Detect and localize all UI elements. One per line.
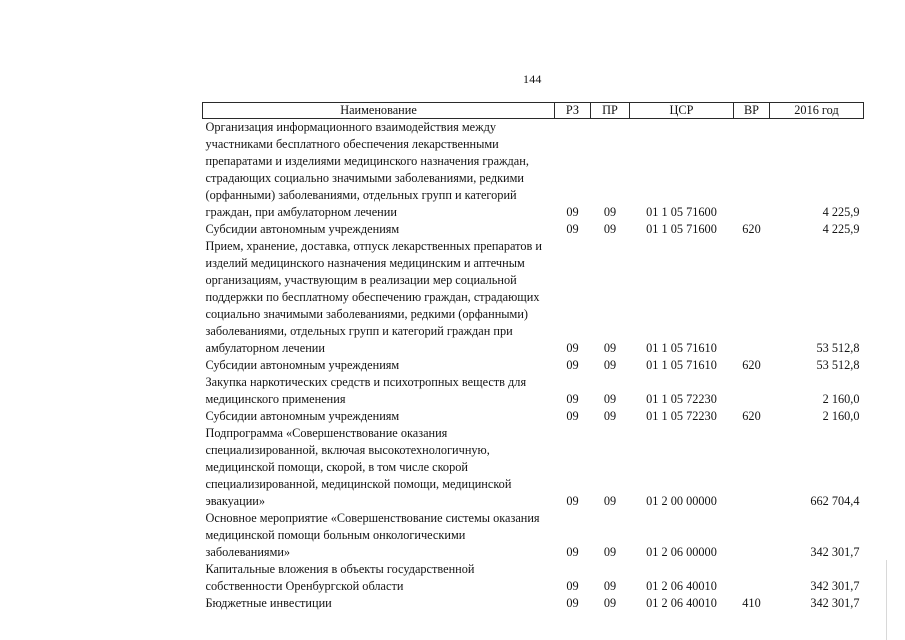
table-row bbox=[203, 561, 864, 595]
row-amount: 53 512,8 bbox=[816, 341, 860, 355]
row-rz: 09 bbox=[566, 358, 579, 372]
row-csr: 01 1 05 71610 bbox=[646, 358, 717, 372]
row-rz: 09 bbox=[566, 409, 579, 423]
table-row bbox=[203, 595, 864, 612]
row-rz: 09 bbox=[566, 545, 579, 559]
row-vr bbox=[734, 374, 770, 408]
row-vr: 620 bbox=[742, 409, 761, 423]
row-pr: 09 bbox=[603, 222, 617, 236]
row-csr: 01 2 00 00000 bbox=[646, 494, 717, 508]
row-rz: 09 bbox=[566, 579, 579, 593]
row-rz: 09 bbox=[566, 494, 579, 508]
row-pr: 09 bbox=[603, 392, 617, 406]
table-row bbox=[203, 374, 864, 408]
row-pr: 09 bbox=[603, 409, 617, 423]
row-name: Закупка наркотических средств и психотропных веществ для медицинского применения bbox=[205, 375, 527, 406]
row-amount: 342 301,7 bbox=[810, 579, 860, 593]
row-csr: 01 1 05 71600 bbox=[646, 205, 717, 219]
row-csr: 01 1 05 72230 bbox=[646, 409, 717, 423]
row-name: Основное мероприятие «Совершенствование системы оказания медицинской помощи больным онкологическими заболеваниями» bbox=[205, 511, 540, 559]
row-rz: 09 bbox=[566, 596, 579, 610]
row-vr bbox=[734, 510, 770, 561]
row-name: Субсидии автономным учреждениям bbox=[205, 222, 400, 236]
row-pr: 09 bbox=[603, 494, 617, 508]
row-pr: 09 bbox=[603, 358, 617, 372]
row-name: Субсидии автономным учреждениям bbox=[205, 409, 400, 423]
table-header bbox=[203, 103, 864, 119]
row-rz: 09 bbox=[566, 222, 579, 236]
page-number: 144 bbox=[523, 72, 542, 86]
table-row bbox=[203, 357, 864, 374]
row-rz: 09 bbox=[566, 341, 579, 355]
row-amount: 53 512,8 bbox=[816, 358, 860, 372]
row-rz: 09 bbox=[566, 392, 579, 406]
row-rz: 09 bbox=[566, 205, 579, 219]
row-amount: 4 225,9 bbox=[822, 205, 860, 219]
header-rz: РЗ bbox=[555, 103, 591, 119]
header-name: Наименование bbox=[203, 103, 555, 119]
table-row bbox=[203, 119, 864, 222]
row-name: Подпрограмма «Совершенствование оказания специализированной, включая высокотехнологичную, медицинской помощи, скорой, в том числе скорой специализированной, медицинской помощи, медицинской эвакуации» bbox=[205, 426, 512, 508]
row-csr: 01 1 05 71600 bbox=[646, 222, 717, 236]
row-vr bbox=[734, 425, 770, 510]
table-row bbox=[203, 425, 864, 510]
row-csr: 01 2 06 40010 bbox=[646, 596, 717, 610]
header-pr: ПР bbox=[591, 103, 630, 119]
row-vr: 620 bbox=[742, 358, 761, 372]
table-row bbox=[203, 408, 864, 425]
row-vr bbox=[734, 238, 770, 357]
header-year: 2016 год bbox=[770, 103, 864, 119]
header-csr: ЦСР bbox=[630, 103, 734, 119]
row-name: Прием, хранение, доставка, отпуск лекарственных препаратов и изделий медицинского назначения медицинским и аптечным организациям, участвующим в реализации мер социальной поддержки по бесплатному обеспечению граждан, страдающих социально значимыми заболеваниями, редкими (орфанными) заболеваниями, отдельных групп и категорий граждан при амбулаторном лечении bbox=[205, 239, 543, 355]
row-amount: 2 160,0 bbox=[822, 392, 860, 406]
row-csr: 01 1 05 71610 bbox=[646, 341, 717, 355]
table-body bbox=[203, 119, 864, 613]
row-name: Капитальные вложения в объекты государственной собственности Оренбургской области bbox=[205, 562, 475, 593]
row-pr: 09 bbox=[603, 579, 617, 593]
row-name: Бюджетные инвестиции bbox=[205, 596, 332, 610]
row-amount: 662 704,4 bbox=[810, 494, 860, 508]
row-csr: 01 2 06 00000 bbox=[646, 545, 717, 559]
row-csr: 01 2 06 40010 bbox=[646, 579, 717, 593]
table-row bbox=[203, 238, 864, 357]
row-amount: 342 301,7 bbox=[810, 545, 860, 559]
row-name: Субсидии автономным учреждениям bbox=[205, 358, 400, 372]
row-pr: 09 bbox=[603, 545, 617, 559]
row-csr: 01 1 05 72230 bbox=[646, 392, 717, 406]
table-row bbox=[203, 510, 864, 561]
row-vr bbox=[734, 561, 770, 595]
budget-table bbox=[202, 102, 864, 612]
row-vr bbox=[734, 119, 770, 222]
row-amount: 2 160,0 bbox=[822, 409, 860, 423]
row-name: Организация информационного взаимодействия между участниками бесплатного обеспечения лекарственными препаратами и изделиями медицинского назначения граждан, страдающих социально значимыми заболеваниями, редкими (орфанными) заболеваниями, отдельных групп и категорий граждан, при амбулаторном лечении bbox=[205, 120, 529, 219]
row-amount: 4 225,9 bbox=[822, 222, 860, 236]
row-pr: 09 bbox=[603, 596, 617, 610]
row-pr: 09 bbox=[603, 341, 617, 355]
scan-edge-line bbox=[886, 560, 887, 640]
row-pr: 09 bbox=[603, 205, 617, 219]
header-vr: ВР bbox=[734, 103, 770, 119]
row-vr: 620 bbox=[742, 222, 761, 236]
row-vr: 410 bbox=[742, 596, 761, 610]
table-row bbox=[203, 221, 864, 238]
row-amount: 342 301,7 bbox=[810, 596, 860, 610]
